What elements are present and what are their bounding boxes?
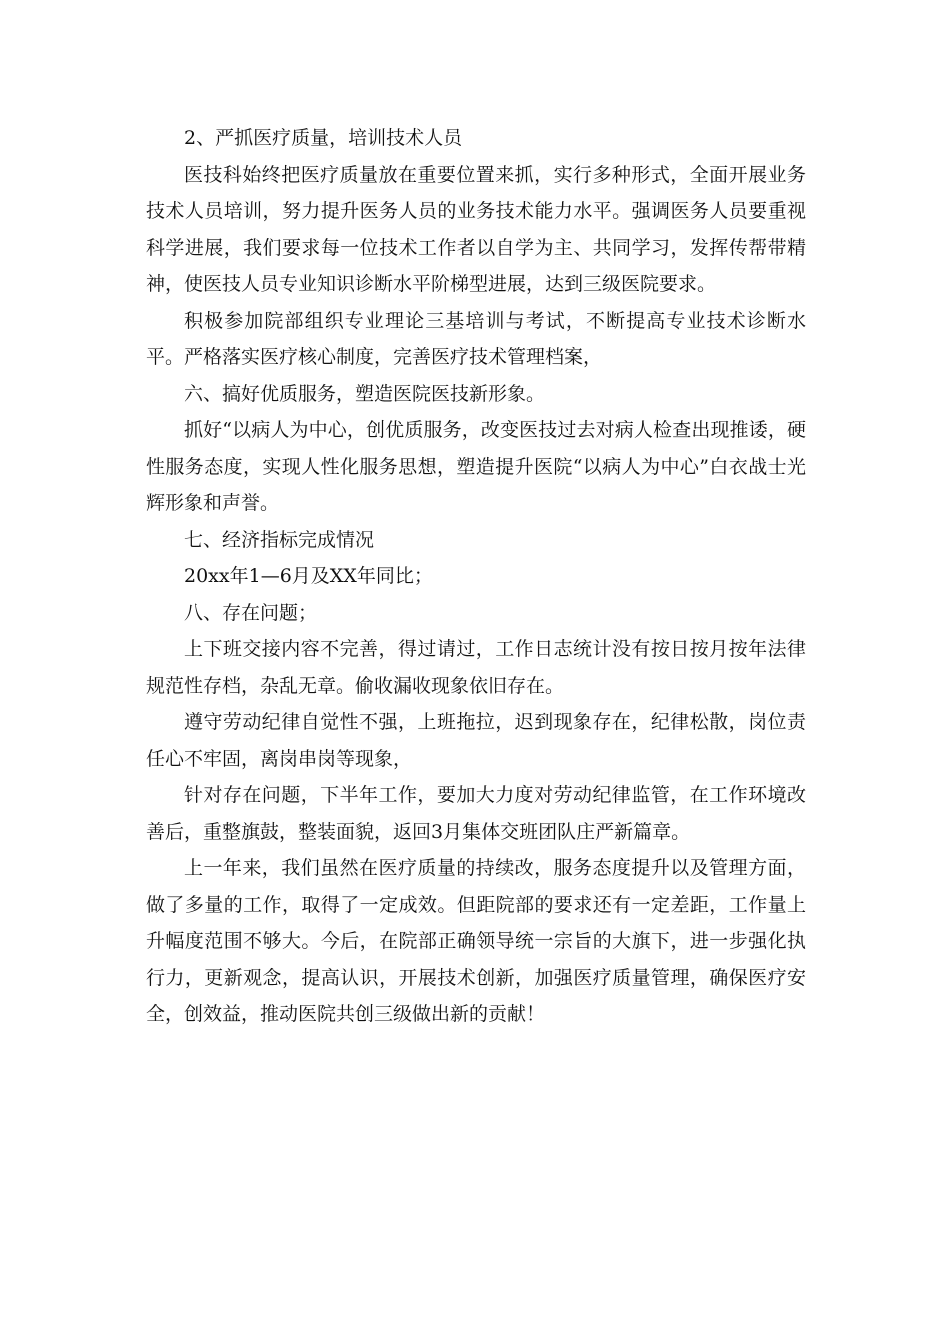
paragraph-handover: 上下班交接内容不完善，得过请过，工作日志统计没有按日按月按年法律规范性存档，杂乱无章。偷收漏收现象依旧存在。 [146, 638, 806, 697]
section-heading-economics: 七、经济指标完成情况 [184, 528, 375, 551]
paragraph-discipline: 遵守劳动纪律自觉性不强，上班拖拉，迟到现象存在，纪律松散，岗位责任心不牢固，离岗串岗等现象， [146, 711, 806, 770]
section-heading-service: 六、搞好优质服务，塑造医院医技新形象。 [184, 382, 546, 405]
section-heading-training: 2、严抓医疗质量，培训技术人员 [184, 127, 463, 149]
paragraph-measures: 针对存在问题，下半年工作，要加大力度对劳动纪律监管，在工作环境改善后，重整旗鼓，整装面貌，返回3月集体交班团队庄严新篇章。 [146, 784, 806, 843]
paragraph-training: 医技科始终把医疗质量放在重要位置来抓，实行多种形式，全面开展业务技术人员培训，努力提升医务人员的业务技术能力水平。强调医务人员要重视科学进展，我们要求每一位技术工作者以自学为主、共同学习，发挥传帮带精神，使医技人员专业知识诊断水平阶梯型进展，达到三级医院要求。 [146, 163, 806, 295]
paragraph-service: 抓好“以病人为中心，创优质服务，改变医技过去对病人检查出现推诿，硬性服务态度，实现人性化服务思想，塑造提升医院“以病人为中心”白衣战士光辉形象和声誉。 [146, 419, 806, 514]
paragraph-summary: 上一年来，我们虽然在医疗质量的持续改，服务态度提升以及管理方面，做了多量的工作，取得了一定成效。但距院部的要求还有一定差距，工作量上升幅度范围不够大。今后，在院部正确领导统一宗旨的大旗下，进一步强化执行力，更新观念，提高认识，开展技术创新，加强医疗质量管理，确保医疗安全，创效益，推动医院共创三级做出新的贡献！ [146, 857, 806, 1025]
paragraph-exams: 积极参加院部组织专业理论三基培训与考试，不断提高专业技术诊断水平。严格落实医疗核心制度，完善医疗技术管理档案， [146, 309, 806, 368]
section-heading-problems: 八、存在问题； [184, 601, 318, 624]
document-body [146, 120, 806, 1033]
paragraph-economics: 20xx年1—6月及XX年同比； [184, 565, 433, 587]
